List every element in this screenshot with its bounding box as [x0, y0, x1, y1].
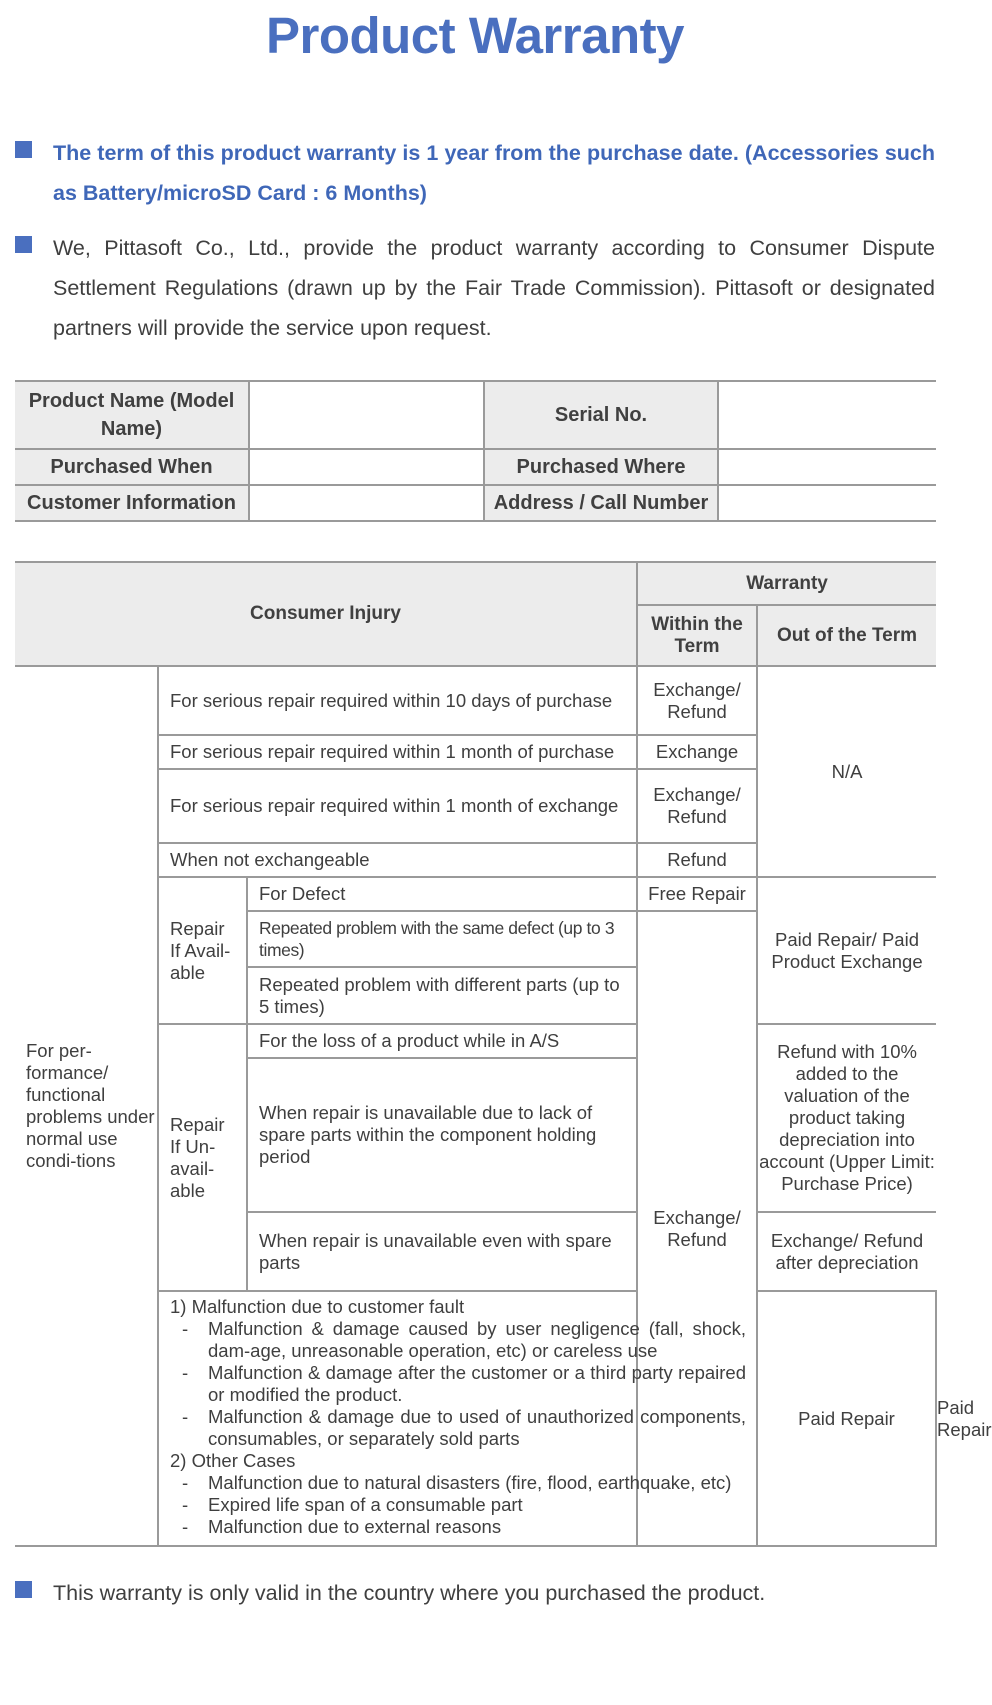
free-repair-value: Free Repair — [637, 877, 757, 911]
refund-10-percent-value: Refund with 10% added to the valuation of the product taking depreciation into account (Upper Limit: Purchase Price) — [757, 1024, 936, 1212]
repeated-same-defect: Repeated problem with the same defect (up to 3 times) — [247, 911, 637, 967]
exclusion-item: - Malfunction & damage due to used of unauthorized components, consumables, or separately sold parts — [182, 1406, 747, 1449]
for-defect: For Defect — [247, 877, 637, 911]
serial-no-label: Serial No. — [484, 381, 718, 449]
warranty-term-bullet — [15, 133, 935, 213]
customer-info-field[interactable] — [249, 485, 484, 521]
exclusion-item: - Malfunction & damage after the customer or a third party repaired or modified the product. — [182, 1362, 747, 1405]
exclusion-heading: 2) Other Cases — [170, 1450, 296, 1471]
exclusion-item: - Malfunction due to external reasons — [182, 1516, 502, 1537]
paid-repair-within: Paid Repair — [757, 1291, 936, 1546]
purchased-when-label: Purchased When — [15, 449, 249, 485]
repeated-different-parts: Repeated problem with different parts (up to 5 times) — [247, 967, 637, 1024]
bullet-square-icon — [15, 141, 32, 158]
refund-after-depreciation-value: Exchange/ Refund after depreciation — [757, 1212, 936, 1291]
exchange-refund-value: Exchange/ Refund — [637, 911, 757, 1546]
within-term-value: Exchange/ Refund — [637, 666, 757, 735]
purchased-where-label: Purchased Where — [484, 449, 718, 485]
exclusions-cell — [158, 1291, 757, 1546]
bullet-square-icon — [15, 1581, 32, 1598]
exclusion-item: - Malfunction & damage caused by user negligence (fall, shock, dam-age, unreasonable operation, etc) or careless use — [182, 1318, 747, 1361]
product-name-label: Product Name (Model Name) — [15, 381, 249, 449]
out-term-na: N/A — [757, 666, 936, 877]
product-name-field[interactable] — [249, 381, 484, 449]
loss-in-as: For the loss of a product while in A/S — [247, 1024, 637, 1058]
warranty-provider-text: We, Pittasoft Co., Ltd., provide the product warranty according to Consumer Dispute Settlement Regulations (drawn up by the Fair Trade Commission). Pittasoft or designated partners will provide the service upon request. — [53, 236, 935, 340]
consumer-injury-header: Consumer Injury — [15, 562, 637, 666]
serious-repair-10-days: For serious repair required within 10 days of purchase — [158, 666, 637, 735]
repair-unavailable-label: Repair If Un-avail-able — [158, 1024, 247, 1291]
address-field[interactable] — [718, 485, 936, 521]
paid-repair-exchange-value: Paid Repair/ Paid Product Exchange — [757, 877, 936, 1024]
country-validity-text: This warranty is only valid in the country where you purchased the product. — [53, 1581, 766, 1605]
bullet-square-icon — [15, 236, 32, 253]
unavailable-even-with-spare: When repair is unavailable even with spare parts — [247, 1212, 637, 1291]
country-validity-bullet — [15, 1573, 935, 1613]
repair-available-label: Repair If Avail-able — [158, 877, 247, 1024]
product-info-table — [15, 380, 936, 522]
lack-of-spare-parts: When repair is unavailable due to lack of spare parts within the component holding period — [247, 1058, 637, 1212]
warranty-provider-bullet — [15, 228, 935, 348]
purchased-where-field[interactable] — [718, 449, 936, 485]
warranty-header: Warranty — [637, 562, 936, 605]
within-term-value: Refund — [637, 843, 757, 877]
customer-info-label: Customer Information — [15, 485, 249, 521]
warranty-table: Consumer Injury Warranty Within the Term Out of the Term For per-formance/ functional problems under normal use condi-tions For serious repair required within 10 days of purchase Exchange/ Refund N/A For serious repair required within 1 month of purchase Exchange For serious repair required within 1 month of exchange Exchange/ Refund When not exchangeable Refund Repair If Avail-able For Defect Free Repair Paid Repair/ Paid Product Exchange Repeated problem with the same defect (up to 3 times) Exchange/ Refund Repeated problem with different parts (up to 5 times) Repair If Un-avail-able For the loss of a product while in A/S Refund with 10% added to the valuation of the product taking depreciation into account (Upper Limit: Purchase Price) When repair is unavailable due to lack of spare parts within the component holding period When repair is unavailable even with spare parts Exchange/ Refund after depreciation 1) Malfunction due to customer fault - Malfunction & damage caused by user negligence (fall, shock, dam-age, unreasonable operation, etc) or careless use - Malfunction & damage after the customer or a third party repaired or modified the product. - Malfunction & damage due to used of unauthorized components, consumables, or separately sold parts 2) Other Cases - Malfunction due to natural disasters (fire, flood, earthquake, etc) - Expired life span of a consumable part - Malfunction due to external reasons Paid Repair Paid Repair — [15, 561, 936, 1547]
within-term-value: Exchange — [637, 735, 757, 769]
page-title: Product Warranty — [265, 7, 684, 64]
serial-no-field[interactable] — [718, 381, 936, 449]
within-term-header: Within the Term — [637, 605, 757, 666]
out-term-header: Out of the Term — [757, 605, 936, 666]
warranty-term-text: The term of this product warranty is 1 year from the purchase date. (Accessories such as Battery/microSD Card : 6 Months) — [53, 141, 935, 205]
address-label: Address / Call Number — [484, 485, 718, 521]
performance-problems-label: For per-formance/ functional problems under normal use condi-tions — [15, 666, 158, 1546]
exclusion-item: - Malfunction due to natural disasters (fire, flood, earthquake, etc) — [182, 1472, 732, 1493]
exclusion-item: - Expired life span of a consumable part — [182, 1494, 523, 1515]
within-term-value: Exchange/ Refund — [637, 769, 757, 843]
exclusion-heading: 1) Malfunction due to customer fault — [170, 1296, 465, 1317]
serious-repair-1-month-exchange: For serious repair required within 1 month of exchange — [158, 769, 637, 843]
serious-repair-1-month-purchase: For serious repair required within 1 month of purchase — [158, 735, 637, 769]
purchased-when-field[interactable] — [249, 449, 484, 485]
not-exchangeable: When not exchangeable — [158, 843, 637, 877]
